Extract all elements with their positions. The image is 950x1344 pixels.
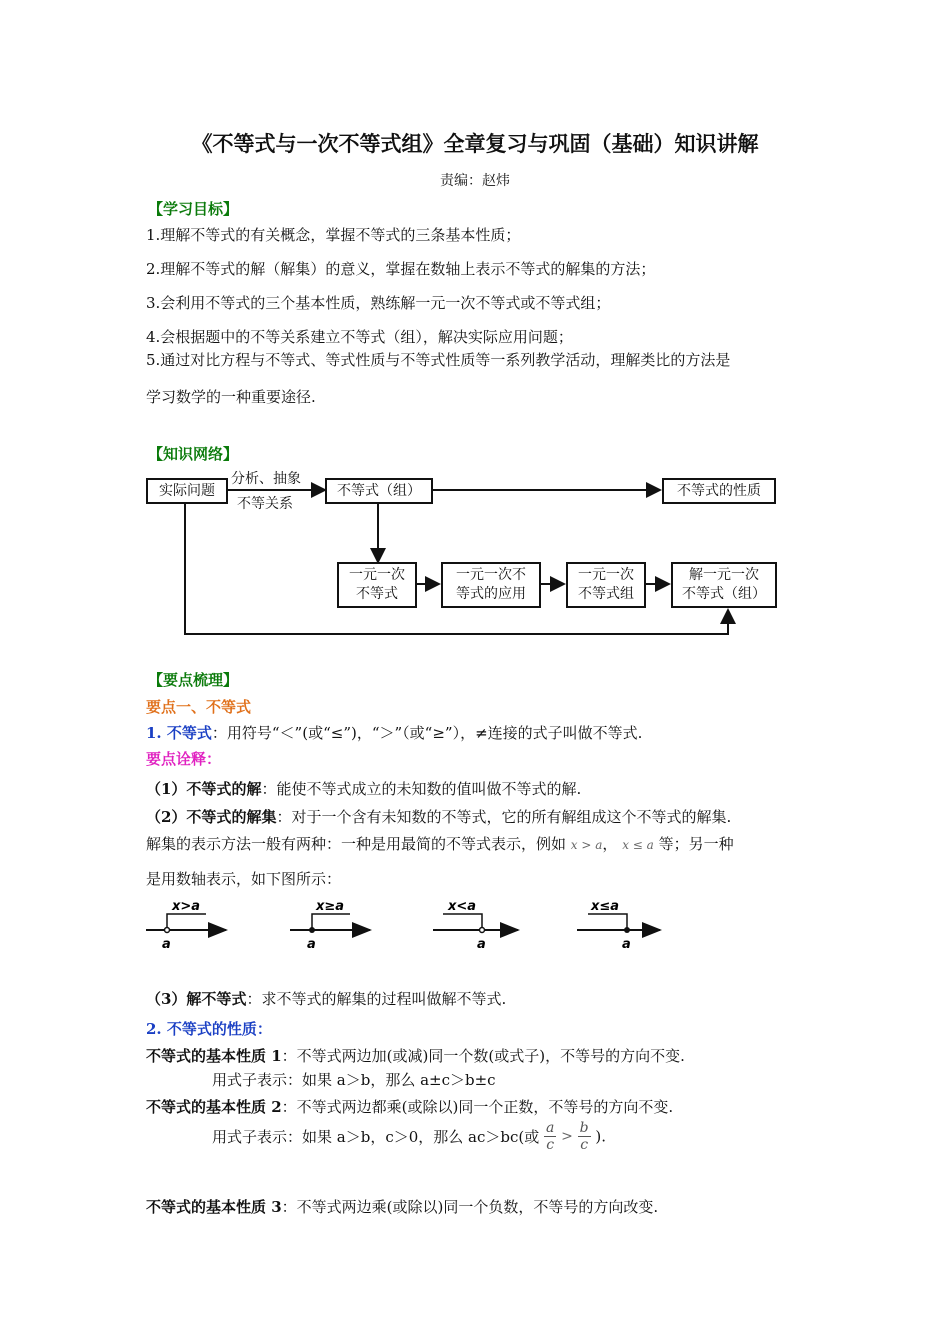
fraction-b-over-c: $\frac{b}{c}$ — [579, 1120, 589, 1153]
properties-title: 2. 不等式的性质： — [146, 1020, 272, 1038]
editor-line: 责编：赵炜 — [440, 173, 510, 189]
axis-point: a — [162, 937, 171, 952]
number-line-x-le-a — [577, 899, 660, 952]
axis-label: x≤a — [591, 899, 620, 914]
axis-point: a — [307, 937, 316, 952]
note-3: （3）解不等式：求不等式的解集的过程叫做解不等式. — [146, 990, 507, 1008]
arrow-label-relation: 不等关系 — [237, 496, 293, 512]
axis-label: x≥a — [316, 899, 345, 914]
filled-dot — [309, 927, 315, 933]
box-inequality: 不等式（组） — [325, 478, 433, 504]
axis-label: x<a — [448, 899, 477, 914]
goal-item: 学习数学的一种重要途径. — [146, 388, 316, 406]
points-heading: 【要点梳理】 — [148, 671, 239, 689]
note-2-line2: 解集的表示方法一般有两种：一种是用最简的不等式表示，例如 x > a， x ≤ a 等；另一种 — [146, 835, 734, 853]
box-practical-problem: 实际问题 — [146, 478, 228, 504]
number-line-x-lt-a — [433, 899, 518, 952]
box-application: 一元一次不 等式的应用 — [441, 562, 541, 608]
open-dot — [480, 928, 485, 933]
property-1: 不等式的基本性质 1：不等式两边加(或减)同一个数(或式子)，不等号的方向不变. — [146, 1047, 685, 1065]
network-heading: 【知识网络】 — [148, 445, 239, 463]
goal-item: 4.会根据题中的不等关系建立不等式（组），解决实际应用问题； — [146, 328, 573, 346]
number-line-x-gt-a — [146, 899, 226, 952]
goal-item: 1.理解不等式的有关概念，掌握不等式的三条基本性质； — [146, 226, 521, 244]
note-2-line3: 是用数轴表示，如下图所示： — [146, 870, 342, 888]
definition-line: 1. 不等式：用符号“＜”(或“≤”)，“＞”（或“≥”），≠连接的式子叫做不等式. — [146, 724, 643, 742]
axis-point: a — [622, 937, 631, 952]
note-2: （2）不等式的解集：对于一个含有未知数的不等式，它的所有解组成这个不等式的解集. — [146, 808, 732, 826]
example-x-gt-a: x > a — [570, 838, 603, 852]
property-1-formula: 用式子表示：如果 a＞b，那么 a±c＞b±c — [212, 1071, 496, 1089]
box-solve: 解一元一次 不等式（组） — [671, 562, 777, 608]
axis-point: a — [477, 937, 486, 952]
note-label: 要点诠释： — [146, 750, 222, 768]
box-linear-inequality: 一元一次 不等式 — [337, 562, 417, 608]
arrow-label-analyze: 分析、抽象 — [231, 471, 301, 487]
goals-heading: 【学习目标】 — [148, 200, 239, 218]
page-title: 《不等式与一次不等式组》全章复习与巩固（基础）知识讲解 — [191, 131, 759, 156]
example-x-le-a: x ≤ a — [622, 838, 654, 852]
box-properties: 不等式的性质 — [662, 478, 776, 504]
property-2: 不等式的基本性质 2：不等式两边都乘(或除以)同一个正数，不等号的方向不变. — [146, 1098, 674, 1116]
axis-label: x>a — [172, 899, 201, 914]
note-1: （1）不等式的解：能使不等式成立的未知数的值叫做不等式的解. — [146, 780, 582, 798]
fraction-a-over-c: $\frac{a}{c}$ — [546, 1120, 555, 1153]
property-3: 不等式的基本性质 3：不等式两边乘(或除以)同一个负数，不等号的方向改变. — [146, 1198, 659, 1216]
open-dot — [165, 928, 170, 933]
property-2-formula: 用式子表示：如果 a＞b，c＞0，那么 ac＞bc(或 $\frac{a}{c}$ > $\frac{b}{c}$ ). — [212, 1120, 607, 1153]
point1-title: 要点一、不等式 — [146, 698, 252, 716]
box-system: 一元一次 不等式组 — [566, 562, 646, 608]
filled-dot — [624, 927, 630, 933]
goal-item: 2.理解不等式的解（解集）的意义，掌握在数轴上表示不等式的解集的方法； — [146, 260, 656, 278]
number-line-figures — [140, 892, 670, 952]
goal-item: 5.通过对比方程与不等式、等式性质与不等式性质等一系列教学活动，理解类比的方法是 — [146, 351, 731, 369]
number-line-x-ge-a — [290, 899, 370, 952]
goal-item: 3.会利用不等式的三个基本性质，熟练解一元一次不等式或不等式组； — [146, 294, 611, 312]
